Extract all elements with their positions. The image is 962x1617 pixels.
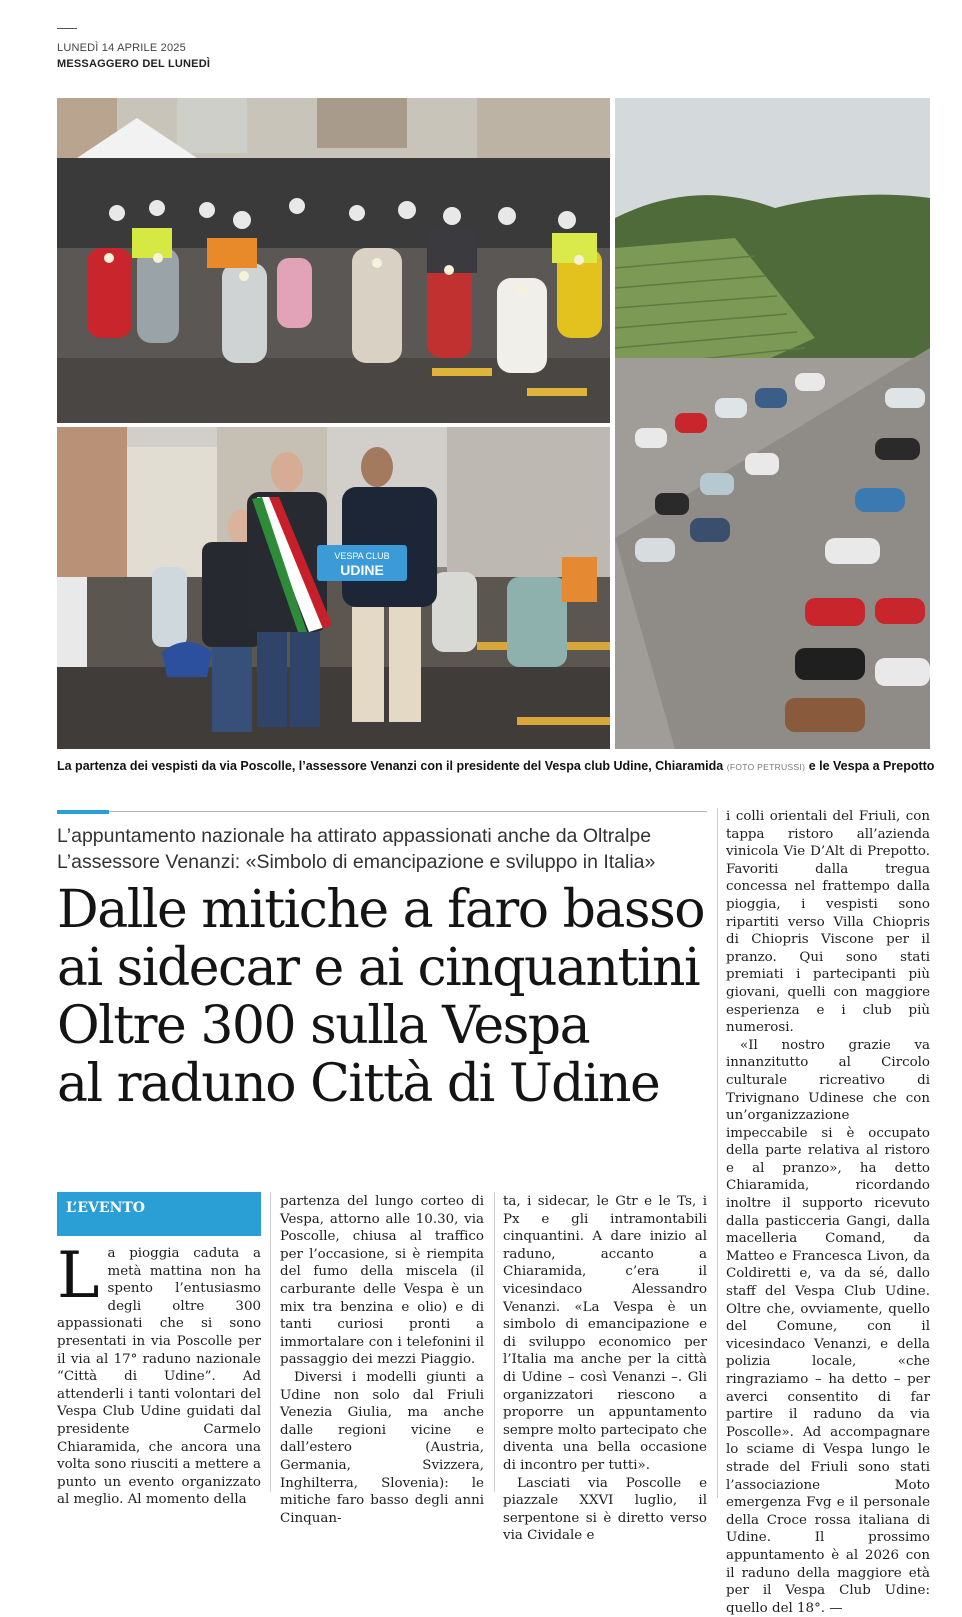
article-paragraph: Lasciati via Poscolle e piazzale XXVI luglio, il serpentone si è diretto verso via Cividale e xyxy=(503,1475,707,1544)
section-tag-label: L’EVENTO xyxy=(66,1200,145,1216)
banner-line-2: UDINE xyxy=(340,562,384,578)
article-paragraph: partenza del lungo corteo di Vespa, attorno alle 10.30, via Poscolle, chiusa al traffico per l’occasione, si è riempita del fumo della miscela (il carburante delle Vespa è un mix tra benzina e olio) e di tanti curiosi pronti a immortalare con i telefonini il passaggio dei mezzi Piaggio. xyxy=(280,1194,484,1368)
photo-assessore-and-president xyxy=(57,427,610,749)
headline-line-4: al raduno Città di Udine xyxy=(57,1054,660,1114)
prepotto-illustration xyxy=(615,98,930,749)
newspaper-name: MESSAGGERO DEL LUNEDÌ xyxy=(57,58,211,70)
subhead-1: L’appuntamento nazionale ha attirato appassionati anche da Oltralpe xyxy=(57,825,652,847)
article-paragraph: Diversi i modelli giunti a Udine non solo dal Friuli Venezia Giulia, ma anche dalle regioni vicine e dall’estero (Austria, Germania, Svizzera, Inghilterra, Slovenia): le mitiche faro basso degli anni Cinquan- xyxy=(280,1369,484,1526)
paragraph-text: a pioggia caduta a metà mattina non ha spento l’entusiasmo degli oltre 300 appassionati che si sono presentati in via Poscolle per il via al 17° raduno nazionale “Città di Udine”. Ad attenderli i tanti volontari del Vespa Club Udine guidati dal presidente Carmelo Chiaramida, che ancora una volta sono riusciti a mettere a punto un evento organizzato al meglio. Al momento della xyxy=(57,1246,261,1508)
column-divider xyxy=(717,808,718,1498)
column-divider xyxy=(270,1192,271,1492)
caption-text: La partenza dei vespisti da via Poscolle, l’assessore Venanzi con il presidente del Vespa club Udine, Chiaramida xyxy=(57,759,724,773)
article-paragraph: «Il nostro grazie va innanzitutto al Circolo culturale ricreativo di Trivignano Udinese che con un’organizzazione impeccabile si è occupato della parte relativa al ristoro e al pranzo», ha detto Chiaramida, ricordando inoltre il supporto ricevuto dalla pasticceria Gangi, dalla macelleria Comand, da Matteo e Francesca Livon, da Coldiretti e, va da sé, dallo staff del Vespa Club Udine. Oltre che, ovviamente, quello del Comune, con il vicesindaco Venanzi, e della polizia locale, «che ringraziamo – ha detto – per averci consentito di far partire il raduno da via Poscolle». Ad accompagnare lo sciame di Vespa lungo le strade del Friuli sono stati l’associazione Moto emergenza Fvg e il personale della Croce rossa italiana di Udine. Il prossimo appuntamento è al 2026 con il raduno della maggiore età per il Vespa Club Udine: quello del 18°. — xyxy=(726,1037,930,1616)
photo-caption xyxy=(57,759,937,773)
article-column-3 xyxy=(503,1193,707,1545)
banner-line-1: VESPA CLUB xyxy=(334,551,390,561)
column-divider xyxy=(494,1192,495,1492)
photo-vespa-parade xyxy=(57,98,610,423)
header-rule xyxy=(57,28,77,29)
headline-rule xyxy=(57,811,707,812)
headline-line-3: Oltre 300 sulla Vespa xyxy=(57,996,590,1056)
subhead-2: L’assessore Venanzi: «Simbolo di emancipazione e sviluppo in Italia» xyxy=(57,851,656,873)
article-column-1 xyxy=(57,1239,261,1509)
article-paragraph xyxy=(57,1239,261,1509)
drop-cap: L xyxy=(57,1239,100,1313)
president-illustration xyxy=(57,427,610,749)
photo-credit: (FOTO PETRUSSI) xyxy=(726,762,806,772)
headline-line-2: ai sidecar e ai cinquantini xyxy=(57,938,700,998)
headline-accent-bar xyxy=(57,810,109,814)
section-tag xyxy=(57,1192,261,1236)
article-paragraph: i colli orientali del Friuli, con tappa ristoro all’azienda vinicola Vie D’Alt di Prepotto. Favoriti dalla tregua concessa nel frattempo dalla pioggia, i vespisti sono ripartiti verso Villa Chiopris di Chiopris Viscone per il pranzo. Qui sono stati premiati i partecipanti più giovani, quelli con maggiore esperienza e i club più numerosi. xyxy=(726,809,930,1036)
parade-illustration xyxy=(57,98,610,423)
photo-prepotto-vineyard xyxy=(615,98,930,749)
caption-tail: e le Vespa a Prepotto xyxy=(808,759,935,773)
article-column-2 xyxy=(280,1193,484,1527)
issue-date: LUNEDÌ 14 APRILE 2025 xyxy=(57,42,186,54)
article-column-4 xyxy=(726,808,930,1617)
headline-line-1: Dalle mitiche a faro basso xyxy=(57,880,705,940)
article-paragraph: ta, i sidecar, le Gtr e le Ts, i Px e gli intramontabili cinquantini. A dare inizio al raduno, accanto a Chiaramida, c’era il vicesindaco Alessandro Venanzi. «La Vespa è un simbolo di emancipazione e di sviluppo economico per l’Italia ma anche per la città di Udine – così Venanzi –. Gli organizzatori riescono a proporre un appuntamento sempre molto partecipato che diventa una bella occasione di incontro per tutti». xyxy=(503,1194,707,1473)
